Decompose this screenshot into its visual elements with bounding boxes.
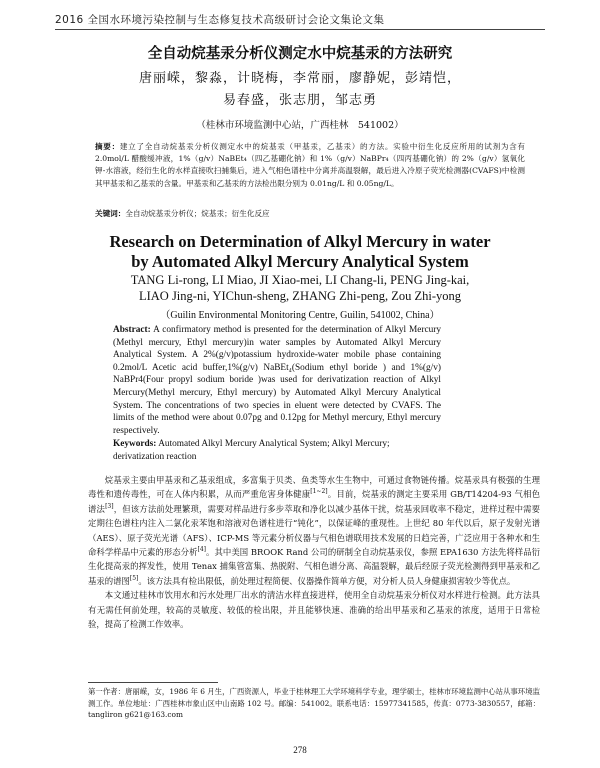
author-footnote: 第一作者：唐丽嵘，女，1986 年 6 月生，广西资源人，毕业于桂林理工大学环境科学专业，理学硕士，桂林市环境监测中心站从事环境监测工作。单位地址：广西桂林市象山区中山南路 102 号。邮编：541002。联系电话：15977341585，传真：0773-3830557，邮箱：tangliron g621@163.com bbox=[88, 687, 540, 719]
body-p1-part-d: 。其中美国 BROOK Rand 公司的研制全自动烷基汞仪，参照 EPA1630 方法先将样品衍生化提高汞的挥发性，使用 Tenax 捕集管富集、热脱附、气相色谱分离、高温裂解，最后经原子荧光检测得到甲基汞和乙基汞的谱图 bbox=[88, 547, 540, 586]
title-english-line2: by Automated Alkyl Mercury Analytical System bbox=[131, 252, 469, 271]
citation-2: [3] bbox=[105, 503, 114, 511]
body-p1-part-b: 。目前，烷基汞的测定主要采用 GB/T14204-93 气相色谱法 bbox=[88, 489, 540, 514]
abstract-chinese-label: 摘要： bbox=[95, 142, 120, 151]
keywords-chinese-text: 全自动烷基汞分析仪；烷基汞；衍生化反应 bbox=[125, 209, 270, 218]
keywords-chinese-label: 关键词： bbox=[95, 209, 126, 218]
authors-english-line1: TANG Li-rong, LI Miao, JI Xiao-mei, LI Chang-li, PENG Jing-kai, bbox=[130, 273, 470, 287]
abstract-english-text: A confirmatory method is presented for the determination of Alkyl Mercury (Methyl mercury, Ethyl mercury)in water samples by Automated Alkyl Mercury Analytical System. A 2%(g/v)potassium hydroxide-water mobile phase containing 0.2mol/L Acetic acid buffer,1%(g/v) NaBEt₄(Sodium ethyl boride ) and 1%(g/v) NaBPr4(Four propyl sodium boride )was used for derivatization reaction of Alkyl Mercury(Methyl mercury, Ethyl mercury) by Automated Alkyl Mercury Analytical System. The concentrations of two species in eluent were detected by CVAFS. The limits of the method were about 0.07pg and 0.12pg for Methyl mercury, Ethyl mercury respectively. bbox=[113, 325, 441, 436]
page-number: 278 bbox=[293, 745, 307, 755]
authors-chinese-line1: 唐丽嵘，黎淼，计晓梅，李常丽，廖静妮，彭靖恺， bbox=[138, 71, 461, 86]
title-english-line1: Research on Determination of Alkyl Mercury in water bbox=[109, 232, 491, 251]
keywords-english bbox=[113, 438, 441, 463]
keywords-chinese bbox=[95, 208, 525, 219]
body-text bbox=[88, 473, 540, 631]
body-p1-part-e: 。该方法具有检出限低，前处理过程简便、仪器操作简单方便，对分析人员人身健康损害较少等优点。 bbox=[138, 575, 516, 586]
authors-chinese-line2: 易春盛，张志朋，邹志勇 bbox=[222, 93, 377, 108]
abstract-english bbox=[113, 324, 441, 437]
abstract-english-label: Abstract: bbox=[113, 325, 151, 335]
citation-3: [4] bbox=[197, 546, 206, 554]
body-p1-part-a: 烷基汞主要由甲基汞和乙基汞组成，多富集于贝类、鱼类等水生生物中，可通过食物链传播。烷基汞具有极强的生理毒性和遗传毒性，可在人体内积累，从而严重危害身体健康 bbox=[88, 475, 540, 500]
authors-english-line2: LIAO Jing-ni, YIChun-sheng, ZHANG Zhi-peng, Zou Zhi-yong bbox=[138, 289, 462, 303]
affiliation-chinese: （桂林市环境监测中心站，广西桂林 541002） bbox=[196, 120, 404, 131]
keywords-english-text: Automated Alkyl Mercury Analytical System; Alkyl Mercury; derivatization reaction bbox=[113, 439, 390, 462]
authors-english bbox=[60, 272, 540, 304]
body-paragraph-2: 本文通过桂林市饮用水和污水处理厂出水的清洁水样直接进样，使用全自动烷基汞分析仪对水样进行检测。此方法具有无需任何前处理，较高的灵敏度、较低的检出限，并且能够快速、准确的给出甲基汞和乙基汞的浓度，适用于日常检验，提高了检测工作效率。 bbox=[88, 590, 540, 630]
authors-chinese bbox=[80, 68, 520, 112]
abstract-chinese bbox=[95, 141, 525, 190]
running-header: 2016 全国水环境污染控制与生态修复技术高级研讨会论文集论文集 bbox=[55, 14, 385, 26]
title-english bbox=[55, 232, 545, 272]
affiliation-english: （Guilin Environmental Monitoring Centre, Guilin, 541002, China） bbox=[160, 310, 440, 321]
keywords-english-label: Keywords: bbox=[113, 439, 157, 449]
body-paragraph-1 bbox=[88, 473, 540, 588]
citation-4: [5] bbox=[129, 575, 139, 583]
footnote-rule bbox=[88, 682, 218, 683]
citation-1: [1~2] bbox=[310, 488, 328, 496]
abstract-chinese-text: 建立了全自动烷基汞分析仪测定水中的烷基汞（甲基汞，乙基汞）的方法。实验中衍生化反应所用的试剂为含有 2.0mol/L 醋酸缓冲液，1%（g/v）NaBEt₄（四乙基硼化钠）和 1%（g/v）NaBPr₄（四丙基硼化钠）的 2%（g/v）氢氧化钾-水溶液，经衍生化的水样直接吹扫捕集后，进入气相色谱柱中分离并高温裂解，最后进入冷原子荧光检测器(CVAFS)中检测其甲基汞和乙基汞的含量。甲基汞和乙基汞的方法检出限分别为 0.01ng/L 和 0.05ng/L。 bbox=[95, 142, 526, 188]
header-rule bbox=[55, 29, 545, 30]
body-p1-part-c: ，但该方法前处理繁琐，需要对样品进行多步萃取和净化以减少基体干扰，烷基汞回收率不稳定，进样过程中需要定期往色谱柱内注入二氯化汞苯饱和溶液对色谱柱进行“钝化”，以保证峰的重现性。上世纪 80 年代以后，原子发射光谱（AES）、原子荧光光谱（AFS）、ICP-MS 等元素分析仪器与气相色谱联用技术发展的日趋完善，广泛应用于各种水和生命科学样品中元素的形态分析 bbox=[88, 503, 541, 558]
title-chinese: 全自动烷基汞分析仪测定水中烷基汞的方法研究 bbox=[147, 46, 453, 62]
